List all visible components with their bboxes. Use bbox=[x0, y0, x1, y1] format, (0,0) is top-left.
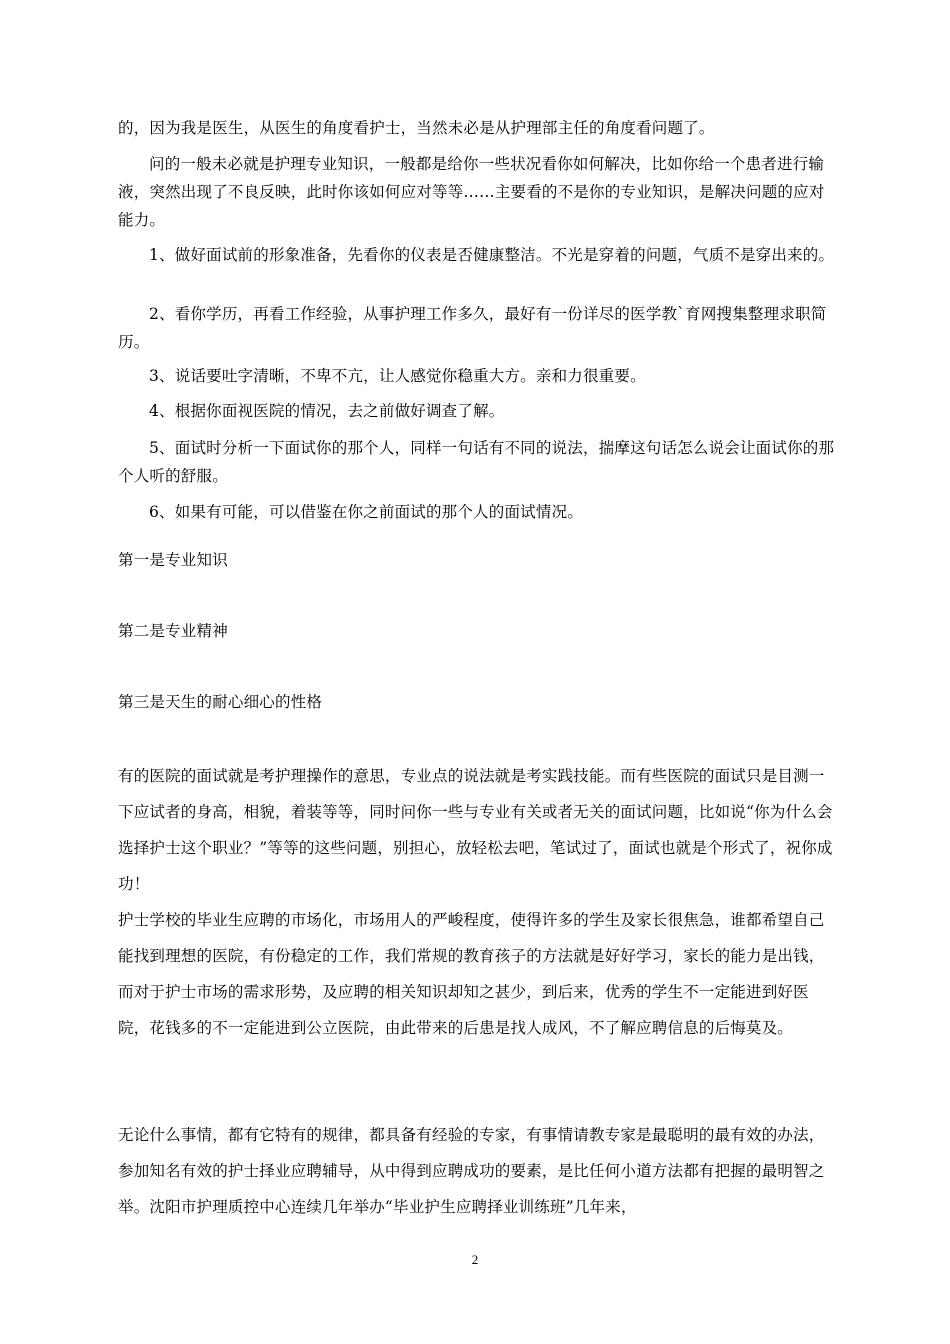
point-third: 第三是天生的耐心细心的性格 bbox=[118, 693, 323, 711]
page-number: 2 bbox=[471, 1252, 479, 1267]
paragraph-interview-focus: 问的一般未必就是护理专业知识，一般都是给你一些状况看你如何解决，比如你给一个患者进行输液，突然出现了不良反映，此时你该如何应对等等……主要看的不是你的专业知识，是解决问题的应对能力。 bbox=[118, 155, 825, 229]
paragraph-job-market: 护士学校的毕业生应聘的市场化，市场用人的严峻程度，使得许多的学生及家长很焦急，谁都希望自己能找到理想的医院，有份稳定的工作，我们常规的教育孩子的方法就是好好学习，家长的能力是出钱，而对于护士市场的需求形势，及应聘的相关知识却知之甚少，到后来，优秀的学生不一定能进到好医院，花钱多的不一定能进到公立医院，由此带来的后患是找人成风，不了解应聘信息的后悔莫及。 bbox=[118, 911, 825, 1037]
list-item-1: 1、做好面试前的形象准备，先看你的仪表是否健康整洁。不光是穿着的问题，气质不是穿出来的。 bbox=[149, 246, 835, 264]
list-item-5: 5、面试时分析一下面试你的那个人，同样一句话有不同的说法，揣摩这句话怎么说会让面试你的那个人听的舒服。 bbox=[118, 439, 835, 485]
paragraph-practical-skills: 有的医院的面试就是考护理操作的意思，专业点的说法就是考实践技能。而有些医院的面试只是目测一下应试者的身高，相貌，着装等等，同时问你一些与专业有关或者无关的面试问题，比如说“你为什么会选择护士这个职业？”等等的这些问题，别担心，放轻松去吧，笔试过了，面试也就是个形式了，祝你成功！ bbox=[118, 767, 833, 893]
list-item-6: 6、如果有可能，可以借鉴在你之前面试的那个人的面试情况。 bbox=[149, 503, 583, 521]
point-second: 第二是专业精神 bbox=[118, 622, 228, 640]
paragraph-expert-advice: 无论什么事情，都有它特有的规律，都具备有经验的专家，有事情请教专家是最聪明的最有效的办法，参加知名有效的护士择业应聘辅导，从中得到应聘成功的要素，是比任何小道方法都有把握的最明智之举。沈阳市护理质控中心连续几年举办“毕业护生应聘择业训练班”几年来， bbox=[118, 1126, 825, 1216]
paragraph-intro-continuation: 的，因为我是医生，从医生的角度看护士，当然未必是从护理部主任的角度看问题了。 bbox=[118, 119, 715, 137]
point-first: 第一是专业知识 bbox=[118, 551, 228, 569]
list-item-2: 2、看你学历，再看工作经验，从事护理工作多久，最好有一份详尽的医学教`育网搜集整理求职简历。 bbox=[118, 305, 827, 351]
list-item-3: 3、说话要吐字清晰，不卑不亢，让人感觉你稳重大方。亲和力很重要。 bbox=[149, 367, 646, 385]
list-item-4: 4、根据你面视医院的情况，去之前做好调查了解。 bbox=[149, 402, 505, 420]
